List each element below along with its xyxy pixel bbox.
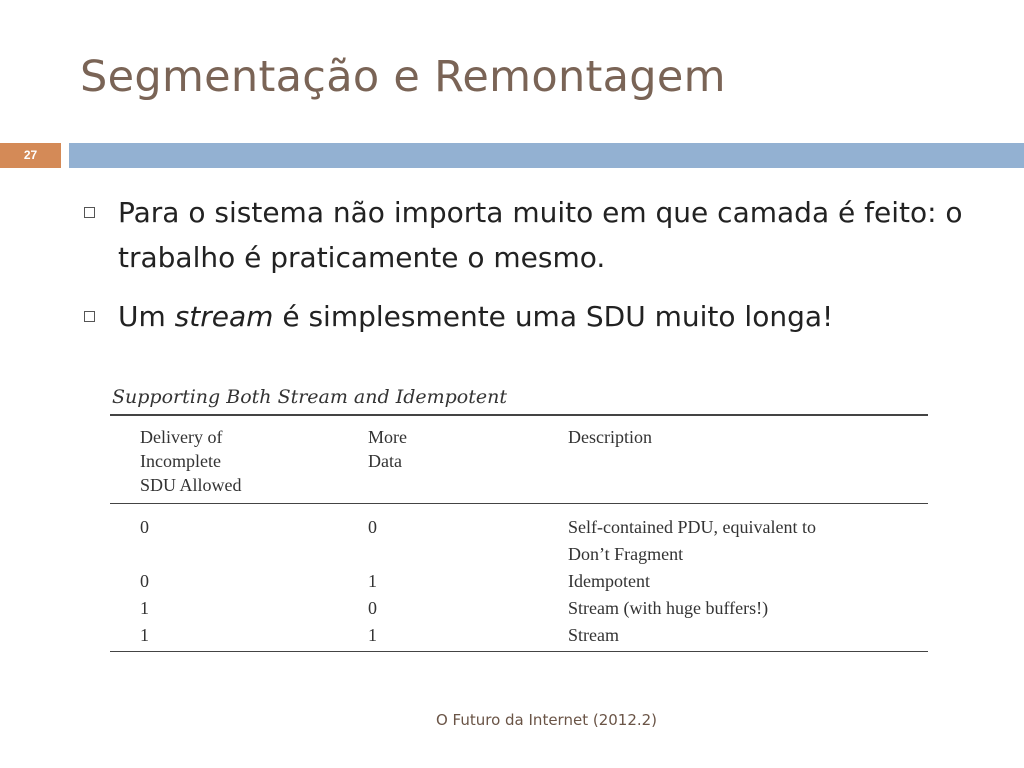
header-more-data-line: More xyxy=(368,427,407,447)
header-delivery-line: SDU Allowed xyxy=(140,475,242,495)
slide-footer: O Futuro da Internet (2012.2) xyxy=(435,711,658,729)
bullet-text xyxy=(118,300,833,333)
cell-description: Stream (with huge buffers!) xyxy=(568,598,769,618)
bullet-text: Para o sistema não importa muito em que camada é feito: o trabalho é praticamente o mesmo. xyxy=(118,196,963,274)
header-delivery-line: Delivery of xyxy=(140,427,223,447)
sdu-delivery-table xyxy=(110,414,928,652)
cell-delivery: 0 xyxy=(140,571,149,591)
square-bullet-icon xyxy=(84,207,95,218)
slide-title: Segmentação e Remontagem xyxy=(80,52,726,102)
header-description: Description xyxy=(538,415,928,504)
header-delivery-line: Incomplete xyxy=(140,451,221,471)
header-more-data xyxy=(338,415,538,504)
bullet-list xyxy=(82,190,982,353)
cell-description: Stream xyxy=(538,622,928,652)
table-row xyxy=(110,595,928,622)
cell-delivery: 1 xyxy=(110,622,338,652)
bullet-text-emphasis: stream xyxy=(174,300,274,333)
bullet-item xyxy=(82,190,982,280)
cell-more-data: 0 xyxy=(368,598,377,618)
table-row xyxy=(110,568,928,595)
cell-description-line: Don’t Fragment xyxy=(568,544,684,564)
cell-more-data: 0 xyxy=(368,517,377,537)
title-divider-bar xyxy=(69,143,1024,168)
table-caption: Supporting Both Stream and Idempotent xyxy=(112,386,507,408)
bullet-text-pre: Um xyxy=(118,300,175,333)
table-row xyxy=(110,504,928,569)
page-number-badge: 27 xyxy=(0,143,61,168)
cell-more-data: 1 xyxy=(368,571,377,591)
cell-delivery: 0 xyxy=(140,517,149,537)
table-row xyxy=(110,622,928,652)
cell-more-data: 1 xyxy=(338,622,538,652)
table-figure xyxy=(110,386,928,652)
header-delivery xyxy=(110,415,338,504)
cell-delivery: 1 xyxy=(140,598,149,618)
cell-description: Idempotent xyxy=(568,571,650,591)
table-header-row xyxy=(110,415,928,504)
cell-description xyxy=(538,504,928,569)
bullet-item xyxy=(82,294,982,339)
cell-description-line: Self-contained PDU, equivalent to xyxy=(568,517,816,537)
bullet-text-post: é simplesmente uma SDU muito longa! xyxy=(273,300,834,333)
square-bullet-icon xyxy=(84,311,95,322)
header-more-data-line: Data xyxy=(368,451,402,471)
